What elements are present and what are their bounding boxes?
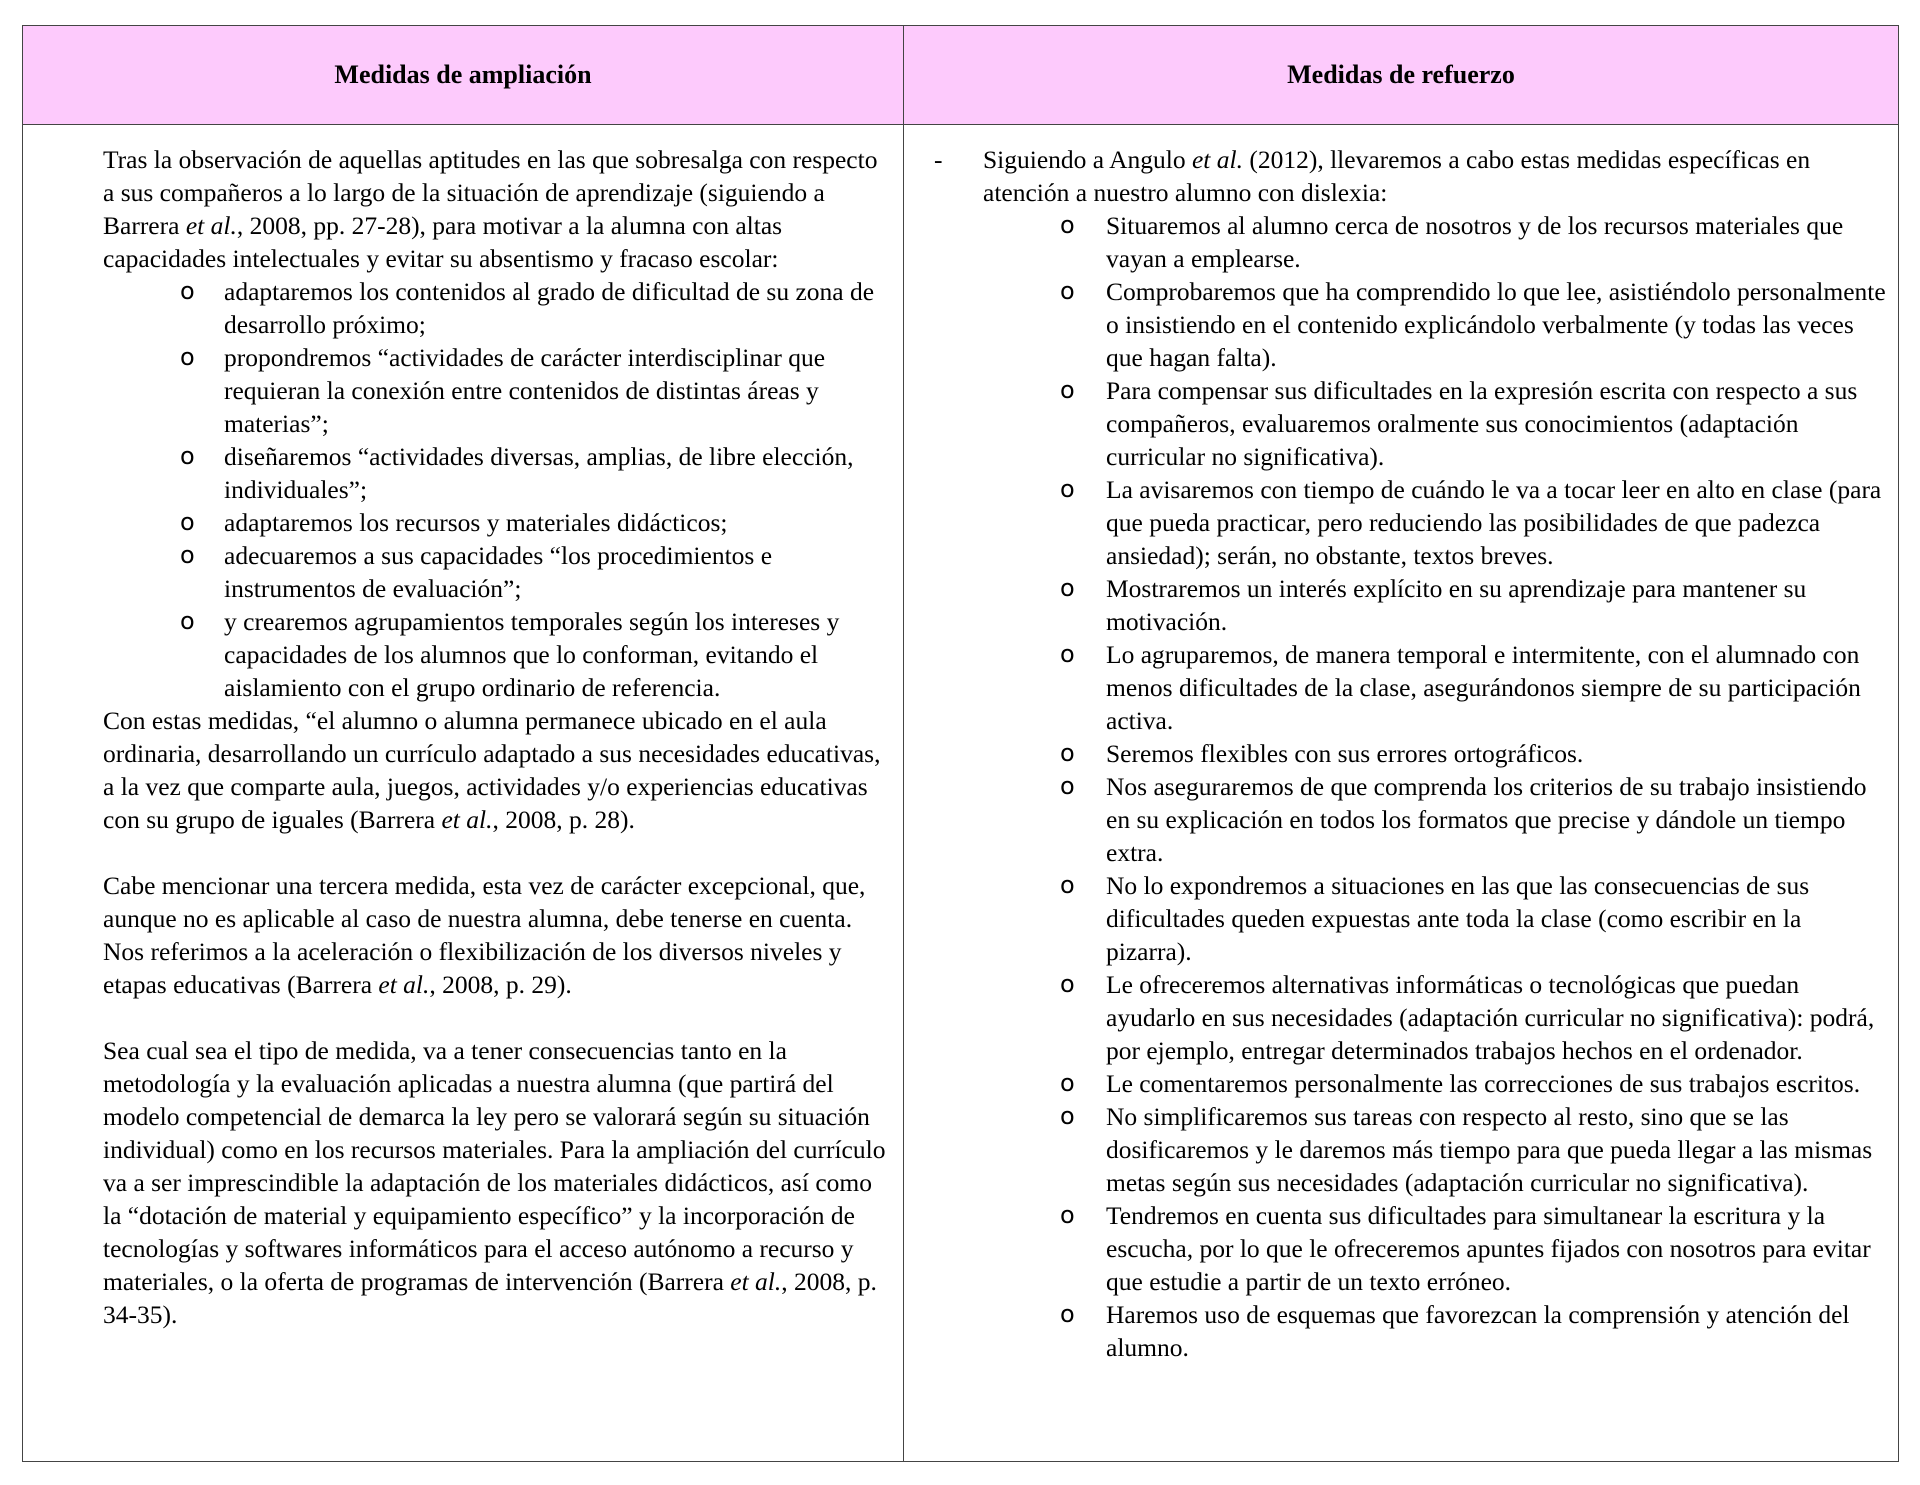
header-refuerzo: Medidas de refuerzo (904, 26, 1899, 125)
circle-bullet-icon: o (1060, 970, 1075, 998)
circle-bullet-icon: o (1060, 1300, 1075, 1328)
circle-bullet-icon: o (1060, 475, 1075, 503)
header-ampliacion: Medidas de ampliación (23, 26, 904, 125)
circle-bullet-icon: o (1060, 574, 1075, 602)
list-item (934, 374, 1886, 473)
para3-text-a: Cabe mencionar una tercera medida, esta vez de carácter excepcional, que, aunque no es aplicable al caso de nuestra alumna, debe tenerse en cuenta. Nos referimos a la aceleración o flexibilización de los diversos niveles y etapas educativas (Barrera (103, 871, 866, 999)
para2-text-b: , 2008, p. 28). (492, 805, 635, 834)
ampliacion-list (103, 275, 893, 704)
list-item-text: Le comentaremos personalmente las correcciones de sus trabajos escritos. (1106, 1069, 1861, 1098)
list-item-text: Le ofreceremos alternativas informáticas o tecnológicas que puedan ayudarlo en sus necesidades (adaptación curricular no significativa): podrá, por ejemplo, entregar determinados trabajos hechos en el ordenador. (1106, 970, 1875, 1065)
dash-bullet-icon: - (934, 145, 943, 174)
intro-etal: et al. (185, 211, 237, 240)
list-item (934, 572, 1886, 638)
intro-text-a: Tras la observación de aquellas aptitudes en las que sobresalga con respecto a sus compañeros a lo largo de la situación de aprendizaje (siguiendo a Barrera (103, 145, 878, 240)
list-item-text: Mostraremos un interés explícito en su aprendizaje para mantener su motivación. (1106, 574, 1807, 636)
ampliacion-para-2 (103, 704, 893, 836)
list-item-text: Situaremos al alumno cerca de nosotros y de los recursos materiales que vayan a emplearse. (1106, 211, 1844, 273)
list-item (934, 638, 1886, 737)
list-item (934, 275, 1886, 374)
circle-bullet-icon: o (1060, 1069, 1075, 1097)
lead-text-a: Siguiendo a Angulo (983, 145, 1192, 174)
circle-bullet-icon: o (1060, 1102, 1075, 1130)
list-item-text: adaptaremos los recursos y materiales didácticos; (224, 508, 728, 537)
lead-text-b: (2012), llevaremos a cabo estas medidas específicas en atención a nuestro alumno con dislexia: (983, 145, 1811, 207)
list-item-text: Nos aseguraremos de que comprenda los criterios de su trabajo insistiendo en su explicación en todos los formatos que precise y dándole un tiempo extra. (1106, 772, 1867, 867)
list-item-text: diseñaremos “actividades diversas, amplias, de libre elección, individuales”; (224, 442, 854, 504)
list-item (934, 737, 1886, 770)
para3-text-b: , 2008, p. 29). (429, 970, 572, 999)
measures-table (22, 25, 1899, 1462)
list-item-text: Tendremos en cuenta sus dificultades para simultanear la escritura y la escucha, por lo que le ofreceremos apuntes fijados con nosotros para evitar que estudie a partir de un texto erróneo. (1106, 1201, 1871, 1296)
header-row (23, 26, 1899, 125)
para4-etal: et al. (730, 1267, 782, 1296)
list-item-text: La avisaremos con tiempo de cuándo le va a tocar leer en alto en clase (para que pueda practicar, pero reduciendo las posibilidades de que padezca ansiedad); serán, no obstante, textos breves. (1106, 475, 1882, 570)
list-item (103, 440, 893, 506)
ampliacion-intro (103, 143, 893, 275)
list-item-text: Lo agruparemos, de manera temporal e intermitente, con el alumnado con menos dificultades de la clase, asegurándonos siempre de su participación activa. (1106, 640, 1861, 735)
list-item-text: y crearemos agrupamientos temporales según los intereses y capacidades de los alumnos que lo conforman, evitando el aislamiento con el grupo ordinario de referencia. (224, 607, 840, 702)
circle-bullet-icon: o (1060, 277, 1075, 305)
list-item (103, 506, 893, 539)
intro-text-b: , 2008, pp. 27-28), para motivar a la alumna con altas capacidades intelectuales y evitar su absentismo y fracaso escolar: (103, 211, 783, 273)
circle-bullet-icon: o (1060, 739, 1075, 767)
circle-bullet-icon: o (180, 442, 195, 470)
circle-bullet-icon: o (180, 277, 195, 305)
circle-bullet-icon: o (1060, 376, 1075, 404)
list-item-text: adecuaremos a sus capacidades “los procedimientos e instrumentos de evaluación”; (224, 541, 773, 603)
lead-etal: et al. (1191, 145, 1243, 174)
list-item (934, 1100, 1886, 1199)
list-item-text: Comprobaremos que ha comprendido lo que lee, asistiéndolo personalmente o insistiendo en el contenido explicándolo verbalmente (y todas las veces que hagan falta). (1106, 277, 1886, 372)
circle-bullet-icon: o (1060, 772, 1075, 800)
circle-bullet-icon: o (1060, 1201, 1075, 1229)
list-item (934, 1298, 1886, 1364)
circle-bullet-icon: o (180, 343, 195, 371)
list-item (934, 473, 1886, 572)
list-item (934, 1199, 1886, 1298)
circle-bullet-icon: o (1060, 211, 1075, 239)
refuerzo-cell (904, 125, 1899, 1462)
circle-bullet-icon: o (1060, 640, 1075, 668)
list-item-text: propondremos “actividades de carácter interdisciplinar que requieran la conexión entre contenidos de distintas áreas y materias”; (224, 343, 826, 438)
list-item-text: No simplificaremos sus tareas con respecto al resto, sino que se las dosificaremos y le daremos más tiempo para que pueda llegar a las mismas metas según sus necesidades (adaptación curricular no significativa). (1106, 1102, 1873, 1197)
list-item (103, 341, 893, 440)
circle-bullet-icon: o (180, 607, 195, 635)
refuerzo-list (934, 209, 1886, 1364)
refuerzo-lead (934, 143, 1886, 209)
list-item (103, 539, 893, 605)
ampliacion-para-3 (103, 869, 893, 1001)
list-item-text: Haremos uso de esquemas que favorezcan la comprensión y atención del alumno. (1106, 1300, 1850, 1362)
para2-text-a: Con estas medidas, “el alumno o alumna permanece ubicado en el aula ordinaria, desarrollando un currículo adaptado a sus necesidades educativas, a la vez que comparte aula, juegos, actividades y/o experiencias educativas con su grupo de iguales (Barrera (103, 706, 881, 834)
list-item-text: Para compensar sus dificultades en la expresión escrita con respecto a sus compañeros, evaluaremos oralmente sus conocimientos (adaptación curricular no significativa). (1106, 376, 1858, 471)
list-item (934, 869, 1886, 968)
circle-bullet-icon: o (180, 541, 195, 569)
para4-text-b: , 2008, p. 34-35). (103, 1267, 877, 1329)
para2-etal: et al. (441, 805, 493, 834)
list-item (934, 770, 1886, 869)
ampliacion-cell (23, 125, 904, 1462)
list-item (103, 605, 893, 704)
list-item-text: Seremos flexibles con sus errores ortográficos. (1106, 739, 1584, 768)
list-item (103, 275, 893, 341)
content-row (23, 125, 1899, 1462)
list-item-text: No lo expondremos a situaciones en las que las consecuencias de sus dificultades queden expuestas ante toda la clase (como escribir en la pizarra). (1106, 871, 1810, 966)
circle-bullet-icon: o (180, 508, 195, 536)
ampliacion-para-4 (103, 1034, 893, 1331)
list-item (934, 968, 1886, 1067)
list-item (934, 1067, 1886, 1100)
circle-bullet-icon: o (1060, 871, 1075, 899)
list-item (934, 209, 1886, 275)
list-item-text: adaptaremos los contenidos al grado de dificultad de su zona de desarrollo próximo; (224, 277, 875, 339)
para4-text-a: Sea cual sea el tipo de medida, va a tener consecuencias tanto en la metodología y la evaluación aplicadas a nuestra alumna (que partirá del modelo competencial de demarca la ley pero se valorará según su situación individual) como en los recursos materiales. Para la ampliación del currículo va a ser imprescindible la adaptación de los materiales didácticos, así como la “dotación de material y equipamiento específico” y la incorporación de tecnologías y softwares informáticos para el acceso autónomo a recurso y materiales, o la oferta de programas de intervención (Barrera (103, 1036, 886, 1296)
para3-etal: et al. (378, 970, 430, 999)
